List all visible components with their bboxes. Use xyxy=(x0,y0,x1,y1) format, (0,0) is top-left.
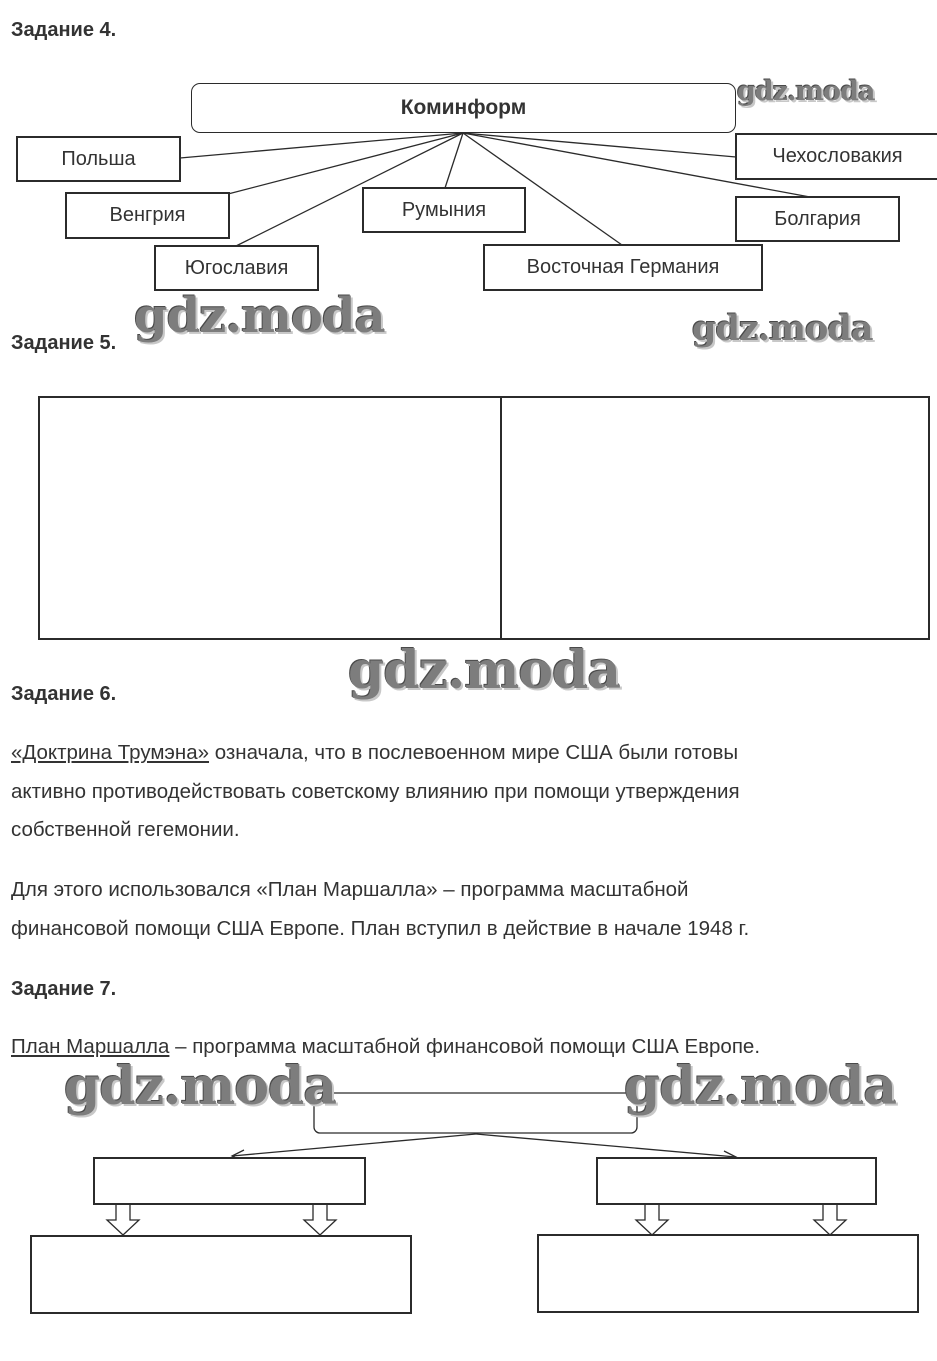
watermark: gdz.moda xyxy=(737,76,875,107)
country-czechoslovakia: Чехословакия xyxy=(735,133,937,180)
task7-text: – программа масштабной финансовой помощи США Европе. xyxy=(169,1035,761,1058)
task6-p1-text: означала, что в послевоенном мире США были готовы xyxy=(209,741,739,764)
task6-p1-line3: собственной гегемонии. xyxy=(11,818,240,841)
task6-p1-line2: активно противодействовать советскому влиянию при помощи утверждения xyxy=(11,779,740,803)
task7-right-bottom-box xyxy=(537,1234,919,1313)
task7-left-bottom-box xyxy=(30,1235,412,1314)
cominform-box: Коминформ xyxy=(191,83,736,133)
task7-heading: Задание 7. xyxy=(11,978,117,1000)
block-arrow-icon xyxy=(107,1204,139,1235)
task7-right-mid-box xyxy=(596,1157,877,1205)
block-arrow-icon xyxy=(636,1204,668,1235)
arrow-right-line xyxy=(476,1134,736,1157)
task7-top-box xyxy=(314,1093,637,1133)
watermark: gdz.moda xyxy=(64,1056,337,1117)
watermark: gdz.moda xyxy=(348,640,621,701)
country-hungary: Венгрия xyxy=(65,192,230,239)
block-arrow-icon xyxy=(814,1204,846,1235)
marshall-plan-link[interactable]: План Маршалла xyxy=(11,1035,170,1058)
watermark: gdz.moda xyxy=(692,308,873,349)
arrow-left-line xyxy=(232,1134,476,1156)
watermark: gdz.moda xyxy=(624,1056,897,1117)
block-arrow-icon xyxy=(304,1204,336,1235)
task6-heading: Задание 6. xyxy=(11,683,117,705)
country-poland: Польша xyxy=(16,136,181,182)
country-yugoslavia: Югославия xyxy=(154,245,319,291)
country-romania: Румыния xyxy=(362,187,526,233)
task7-left-mid-box xyxy=(93,1157,366,1205)
task5-heading: Задание 5. xyxy=(11,332,117,354)
country-bulgaria: Болгария xyxy=(735,196,900,242)
task6-p2-line1: Для этого использовался «План Маршалла» – программа масштабной xyxy=(11,878,689,901)
task4-heading: Задание 4. xyxy=(11,19,117,41)
truman-doctrine-link[interactable]: «Доктрина Трумэна» xyxy=(11,741,210,764)
task6-p2-line2: финансовой помощи США Европе. План вступил в действие в начале 1948 г. xyxy=(11,916,750,940)
country-east-germany: Восточная Германия xyxy=(483,244,763,291)
watermark: gdz.moda xyxy=(134,288,385,344)
